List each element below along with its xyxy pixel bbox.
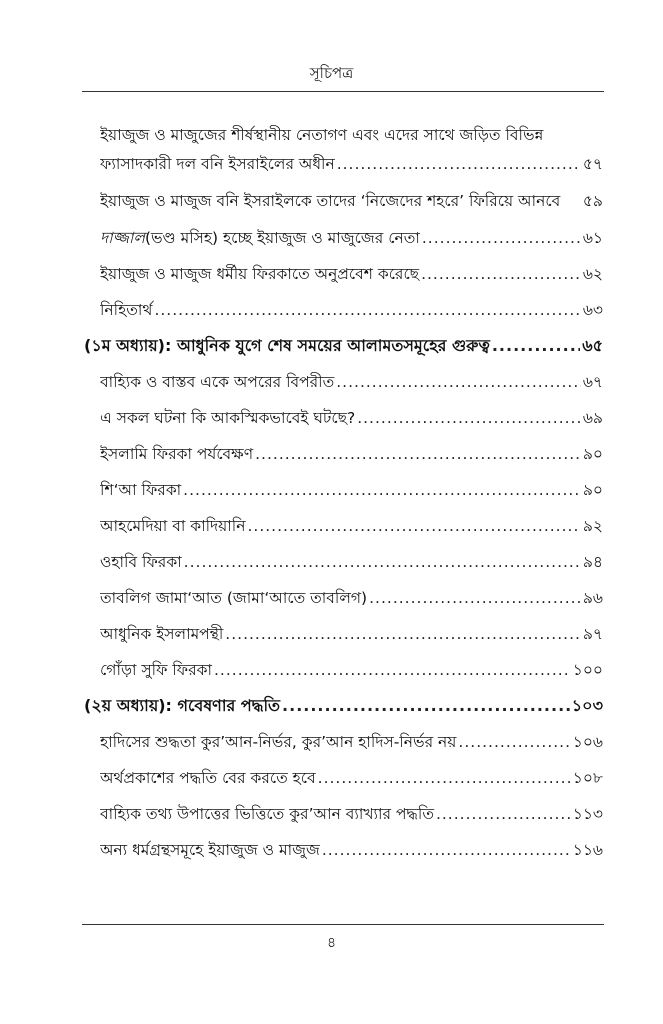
toc-entry bbox=[100, 619, 603, 647]
toc-leader-dots bbox=[225, 621, 581, 647]
toc-leader-dots bbox=[369, 585, 581, 611]
toc-entry-page: ১০০ bbox=[572, 661, 603, 679]
toc-entry-title: ইয়াজুজ ও মাজুজ বনি ইসরাইলকে তাদের ‘নিজেদের শহরে’ ফিরিয়ে আনবে bbox=[100, 192, 561, 210]
toc-entry-page: ১০৮ bbox=[572, 769, 603, 787]
toc-entry-title: আধুনিক ইসলামপন্থী bbox=[100, 625, 224, 643]
toc-leader-dots bbox=[336, 369, 581, 395]
toc-entry bbox=[100, 120, 603, 148]
toc-entry-page: ৯০ bbox=[582, 445, 603, 463]
page-header-title: সূচিপত্র bbox=[309, 64, 354, 82]
toc-entry-title: ওহাবি ফিরকা bbox=[100, 553, 182, 571]
toc-entry bbox=[100, 799, 603, 827]
toc-entry-title: অন্য ধর্মগ্রন্থসমূহে ইয়াজুজ ও মাজুজ bbox=[100, 841, 320, 859]
toc-entry-title: হাদিসের শুদ্ধতা কুর’আন-নির্ভর, কুর’আন হাদিস-নির্ভর নয় bbox=[100, 733, 457, 751]
toc-leader-dots bbox=[282, 693, 570, 719]
toc-entry bbox=[100, 439, 603, 467]
toc-entry-title: গোঁড়া সুফি ফিরকা bbox=[100, 661, 212, 679]
toc-entry bbox=[100, 367, 603, 395]
toc-entry-title-italic: দাজ্জাল bbox=[100, 229, 145, 247]
toc-entry-page: ১১৩ bbox=[572, 805, 603, 823]
toc-leader-dots bbox=[322, 837, 571, 863]
toc-entry-title: বাহ্যিক ও বাস্তব একে অপরের বিপরীত bbox=[100, 373, 335, 391]
toc-entry-page: ১০৬ bbox=[572, 733, 603, 751]
toc-entry bbox=[100, 835, 603, 863]
toc-entry-page: ৬৭ bbox=[582, 373, 603, 391]
toc-entry-page: ১১৬ bbox=[572, 841, 603, 859]
toc-entry-page: ৯২ bbox=[582, 517, 603, 535]
toc-entry bbox=[100, 655, 603, 683]
toc-leader-dots bbox=[492, 333, 580, 359]
toc-leader-dots bbox=[422, 225, 581, 251]
toc-leader-dots bbox=[247, 513, 580, 539]
toc-entry-page: ৯৭ bbox=[582, 625, 603, 643]
toc-entry bbox=[100, 223, 603, 251]
toc-entry-page: ৫৭ bbox=[582, 155, 603, 173]
toc-entry-title: ইয়াজুজ ও মাজুজের শীর্ষস্থানীয় নেতাগণ এবং এদের সাথে জড়িত বিভিন্ন bbox=[100, 126, 544, 144]
toc-entry bbox=[100, 259, 603, 287]
toc-entry-page: ৫৯ bbox=[582, 192, 603, 210]
toc-chapter-title: (২য় অধ্যায়): গবেষণার পদ্ধতি bbox=[84, 696, 281, 715]
toc-entry-title: আহমেদিয়া বা কাদিয়ানি bbox=[100, 517, 246, 535]
toc-entry bbox=[100, 475, 603, 503]
toc-leader-dots bbox=[337, 151, 581, 177]
toc-entry-title: ফ্যাসাদকারী দল বনি ইসরাইলের অধীন bbox=[100, 155, 335, 173]
toc-entry-title: নিহিতার্থ bbox=[100, 301, 153, 319]
toc-leader-dots bbox=[154, 297, 580, 323]
toc-entry bbox=[100, 149, 603, 177]
toc-leader-dots bbox=[421, 261, 581, 287]
toc-entry-title: ইয়াজুজ ও মাজুজ ধর্মীয় ফিরকাতে অনুপ্রবেশ করেছে bbox=[100, 265, 420, 283]
toc-leader-dots bbox=[214, 657, 571, 683]
toc-entry-page: ৯৪ bbox=[582, 553, 603, 571]
toc-entry-page: ৬৯ bbox=[582, 409, 603, 427]
toc-chapter-page: ১০৩ bbox=[571, 696, 603, 715]
toc-leader-dots bbox=[318, 765, 571, 791]
toc-entry bbox=[100, 547, 603, 575]
toc-entry-title: এ সকল ঘটনা কি আকস্মিকভাবেই ঘটছে? bbox=[100, 409, 356, 427]
toc-leader-dots bbox=[184, 549, 581, 575]
toc-chapter-entry bbox=[84, 331, 603, 359]
toc-entry bbox=[100, 403, 603, 431]
toc-entry-page: ৯০ bbox=[582, 481, 603, 499]
toc-entry-title: বাহ্যিক তথ্য উপাত্তের ভিত্তিতে কুর’আন ব্যাখ্যার পদ্ধতি bbox=[100, 805, 434, 823]
toc-entry-page: ৬১ bbox=[582, 229, 603, 247]
toc-entry-title: ইসলামি ফিরকা পর্যবেক্ষণ bbox=[100, 445, 254, 463]
toc-entry-title: শি‘আ ফিরকা bbox=[100, 481, 182, 499]
toc-chapter-entry bbox=[84, 691, 603, 719]
toc-entry bbox=[100, 583, 603, 611]
toc-chapter-title: (১ম অধ্যায়): আধুনিক যুগে শেষ সময়ের আলামতসমূহের গুরুত্ব bbox=[84, 336, 490, 355]
toc-leader-dots bbox=[183, 477, 581, 503]
toc-entry bbox=[100, 727, 603, 755]
toc-entry bbox=[100, 186, 603, 214]
toc-leader-dots bbox=[458, 729, 570, 755]
toc-entry-page: ৯৬ bbox=[582, 589, 603, 607]
toc-entry-page: ৬৩ bbox=[582, 301, 603, 319]
toc-chapter-page: ৬৫ bbox=[582, 336, 603, 355]
toc-entry-title: (ভণ্ড মসিহ) হচ্ছে ইয়াজুজ ও মাজুজের নেতা bbox=[144, 229, 420, 247]
toc-leader-dots bbox=[357, 405, 581, 431]
footer-rule bbox=[82, 924, 604, 925]
page-number: ৪ bbox=[326, 935, 337, 951]
toc-entry bbox=[100, 763, 603, 791]
toc-entry-title: তাবলিগ জামা‘আত (জামা‘আতে তাবলিগ) bbox=[100, 589, 368, 607]
toc-leader-dots bbox=[436, 801, 571, 827]
toc-entry bbox=[100, 511, 603, 539]
toc-entry-title: অর্থপ্রকাশের পদ্ধতি বের করতে হবে bbox=[100, 769, 316, 787]
toc-entry bbox=[100, 295, 603, 323]
toc-entry-page: ৬২ bbox=[582, 265, 603, 283]
toc-leader-dots bbox=[255, 441, 581, 467]
